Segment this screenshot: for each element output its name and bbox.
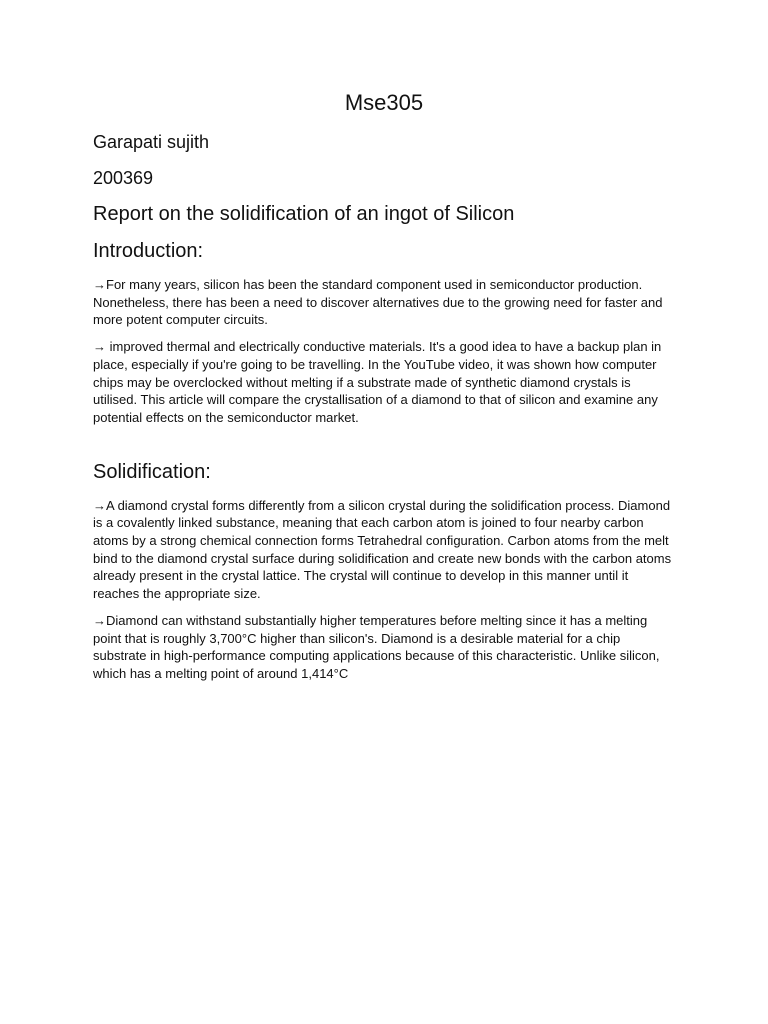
section-heading-solidification: Solidification:: [93, 460, 211, 483]
solidification-paragraph-2: →Diamond can withstand substantially higher temperatures before melting since it has a melting point that is roughly 3,700°C higher than silicon's. Diamond is a desirable material for a chip substrate in high-performance computing applications because of this characteristic. Unlike silicon, which has a melting point of around 1,414°C: [93, 612, 660, 681]
section-introduction: [93, 238, 675, 427]
introduction-paragraph-1: →For many years, silicon has been the standard component used in semiconductor production. Nonetheless, there has been a need to discover alternatives due to the growing need for faster and more potent computer circuits.: [93, 277, 663, 328]
document-body: [93, 88, 675, 692]
introduction-paragraph-2: → improved thermal and electrically conductive materials. It's a good idea to have a backup plan in place, especially if you're going to be travelling. In the YouTube video, it was shown how computer chips may be overclocked without melting if a substrate made of synthetic diamond crystals is utilised. This article will compare the crystallisation of a diamond to that of silicon and examine any potential effects on the semiconductor market.: [93, 339, 662, 425]
author-name: Garapati sujith: [93, 132, 210, 152]
report-title: Report on the solidification of an ingot of Silicon: [93, 203, 515, 225]
section-spacer: [93, 436, 675, 459]
roll-number: 200369: [93, 168, 154, 188]
solidification-paragraph-1: →A diamond crystal forms differently from a silicon crystal during the solidification process. Diamond is a covalently linked substance, meaning that each carbon atom is joined to four nearby carbon atoms by a strong chemical connection forms Tetrahedral configuration. Carbon atoms from the melt bind to the diamond crystal surface during solidification and create new bonds with the carbon atoms already present in the crystal lattice. The crystal will continue to develop in this manner until it reaches the appropriate size.: [93, 497, 672, 602]
section-heading-introduction: Introduction:: [93, 240, 204, 262]
section-solidification: [93, 459, 675, 683]
course-code-title: Mse305: [344, 90, 424, 115]
